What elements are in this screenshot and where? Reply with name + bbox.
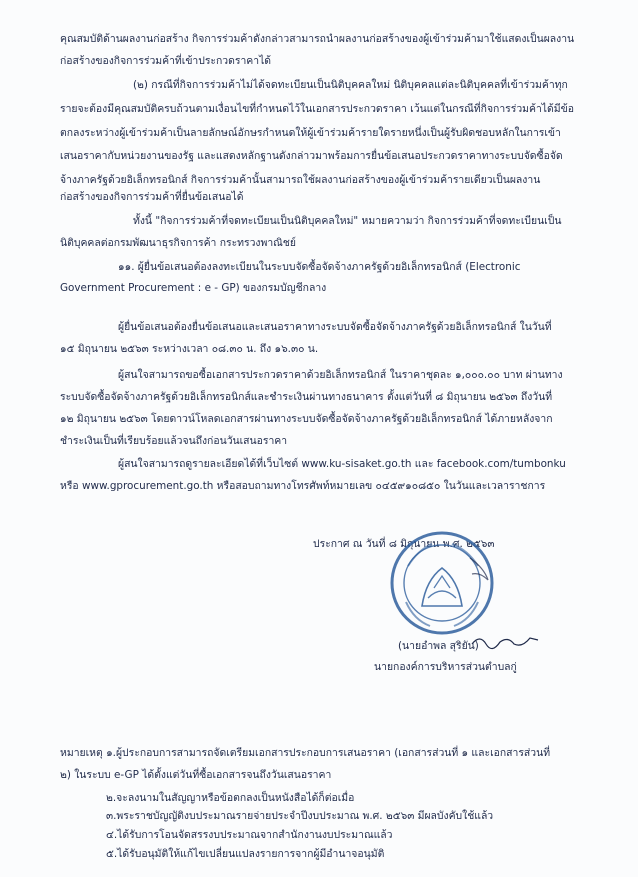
signature-mark: [470, 632, 540, 650]
clause-2-line-5: จ้างภาครัฐด้วยอิเล็กทรอนิกส์ กิจการร่วมค้านั้นสามารถใช้ผลงานก่อสร้างของผู้เข้าร่วมค้ารายเดียวเป็นผลงาน: [60, 174, 541, 186]
clause-11-line-2: Government Procurement : e - GP) ของกรมบัญชีกลาง: [60, 282, 327, 294]
purchase-line-1: ผู้สนใจสามารถขอซื้อเอกสารประกวดราคาด้วยอิเล็กทรอนิกส์ ในราคาชุดละ ๑,๐๐๐.๐๐ บาท ผ่านทาง: [118, 369, 563, 381]
note-1-line-1: หมายเหตุ ๑.ผู้ประกอบการสามารถจัดเตรียมเอกสารประกอบการเสนอราคา (เอกสารส่วนที่ ๑ และเอกสารส่วนที่: [60, 747, 551, 759]
clause-2-line-3: ตกลงระหว่างผู้เข้าร่วมค้าเป็นลายลักษณ์อักษรกำหนดให้ผู้เข้าร่วมค้ารายใดรายหนึ่งเป็นผู้รับผิดชอบหลักในการเข้า: [60, 127, 561, 139]
signatory-title: นายกองค์การบริหารส่วนตำบลกู่: [374, 661, 517, 673]
submission-line-1: ผู้ยื่นข้อเสนอต้องยื่นข้อเสนอและเสนอราคาทางระบบจัดซื้อจัดจ้างภาครัฐด้วยอิเล็กทรอนิกส์ ในวันที่: [118, 321, 552, 333]
note-4: ๔.ได้รับการโอนจัดสรรงบประมาณจากสำนักงานงบประมาณแล้ว: [106, 829, 393, 841]
official-seal-stamp: [388, 528, 496, 638]
clause-11-line-1: ๑๑. ผู้ยื่นข้อเสนอต้องลงทะเบียนในระบบจัดซื้อจัดจ้างภาครัฐด้วยอิเล็กทรอนิกส์ (Electronic: [118, 261, 521, 273]
note-1-line-2: ๒) ในระบบ e-GP ได้ตั้งแต่วันที่ซื้อเอกสารจนถึงวันเสนอราคา: [60, 769, 332, 781]
note-2: ๒.จะลงนามในสัญญาหรือข้อตกลงเป็นหนังสือได้ก็ต่อเมื่อ: [106, 792, 355, 804]
contact-line-2: หรือ www.gprocurement.go.th หรือสอบถามทางโทรศัพท์หมายเลข ๐๔๕๙๑๐๘๕๐ ในวันและเวลาราชการ: [60, 480, 546, 492]
note-3: ๓.พระราชบัญญัติงบประมาณรายจ่ายประจำปีงบประมาณ พ.ศ. ๒๕๖๓ มีผลบังคับใช้แล้ว: [106, 810, 494, 822]
announcement-date: ประกาศ ณ วันที่ ๘ มิถุนายน พ.ศ. ๒๕๖๓: [313, 538, 495, 550]
contact-line-1: ผู้สนใจสามารถดูรายละเอียดได้ที่เว็บไซต์ www.ku-sisaket.go.th และ facebook.com/tumbonku: [118, 458, 566, 470]
purchase-line-3: ๑๒ มิถุนายน ๒๕๖๓ โดยดาวน์โหลดเอกสารผ่านทางระบบจัดซื้อจัดจ้างภาครัฐด้วยอิเล็กทรอนิกส์ ได้ภายหลังจาก: [60, 413, 553, 425]
clause-2-line-2: รายจะต้องมีคุณสมบัติครบถ้วนตามเงื่อนไขที่กำหนดไว้ในเอกสารประกวดราคา เว้นแต่ในกรณีที่กิจการร่วมค้าได้มีข้อ: [60, 103, 574, 115]
submission-line-2: ๑๕ มิถุนายน ๒๕๖๓ ระหว่างเวลา ๐๘.๓๐ น. ถึง ๑๖.๓๐ น.: [60, 343, 319, 355]
signatory-name: (นายอำพล สุริยัน): [398, 640, 479, 652]
qualification-line-2: ก่อสร้างของกิจการร่วมค้าที่เข้าประกวดราคาได้: [60, 55, 272, 67]
clause-2-line-6: ก่อสร้างของกิจการร่วมค้าที่ยื่นข้อเสนอได้: [60, 191, 244, 203]
note-5: ๕.ได้รับอนุมัติให้แก้ไขเปลี่ยนแปลงรายการจากผู้มีอำนาจอนุมัติ: [106, 848, 385, 860]
qualification-line-1: คุณสมบัติด้านผลงานก่อสร้าง กิจการร่วมค้าดังกล่าวสามารถนำผลงานก่อสร้างของผู้เข้าร่วมค้ามาใช้แสดงเป็นผลงาน: [60, 33, 575, 45]
clause-2-line-4: เสนอราคากับหน่วยงานของรัฐ และแสดงหลักฐานดังกล่าวมาพร้อมการยื่นข้อเสนอประกวดราคาทางระบบจัดซื้อจัด: [60, 150, 563, 162]
clause-2-line-1: (๒) กรณีที่กิจการร่วมค้าไม่ได้จดทะเบียนเป็นนิติบุคคลใหม่ นิติบุคคลแต่ละนิติบุคคลที่เข้าร่วมค้าทุก: [133, 79, 568, 91]
purchase-line-4: ชำระเงินเป็นที่เรียบร้อยแล้วจนถึงก่อนวันเสนอราคา: [60, 435, 288, 447]
purchase-line-2: ระบบจัดซื้อจัดจ้างภาครัฐด้วยอิเล็กทรอนิกส์และชำระเงินผ่านทางธนาคาร ตั้งแต่วันที่ ๘ มิถุนายน ๒๕๖๓ ถึงวันที่: [60, 391, 553, 403]
definition-line-1: ทั้งนี้ "กิจการร่วมค้าที่จดทะเบียนเป็นนิติบุคคลใหม่" หมายความว่า กิจการร่วมค้าที่จดทะเบียนเป็น: [133, 215, 562, 227]
definition-line-2: นิติบุคคลต่อกรมพัฒนาธุรกิจการค้า กระทรวงพาณิชย์: [60, 237, 296, 249]
